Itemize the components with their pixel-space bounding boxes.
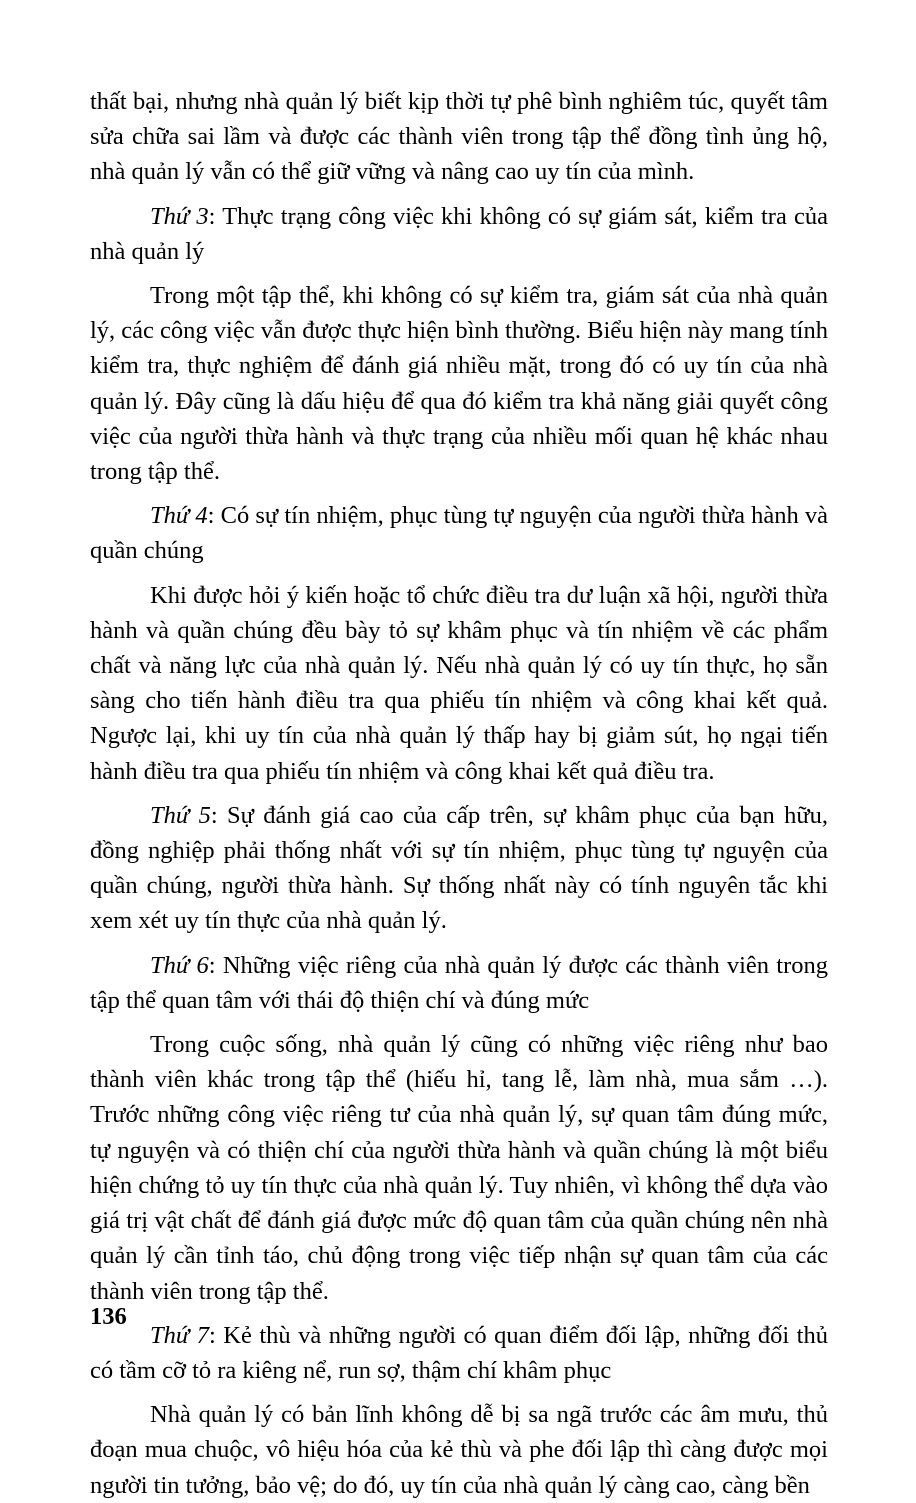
paragraph-7-lead-italic: Thứ 6 bbox=[150, 951, 209, 979]
paragraph-9-lead-italic: Thứ 7 bbox=[150, 1321, 209, 1349]
paragraph-9-text: : Kẻ thù và những người có quan điểm đối lập, những đối thủ có tầm cỡ tỏ ra kiêng nể, run sợ, thậm chí khâm phục bbox=[90, 1321, 828, 1384]
paragraph-7-text: : Những việc riêng của nhà quản lý được các thành viên trong tập thể quan tâm với thái độ thiện chí và đúng mức bbox=[90, 951, 828, 1014]
paragraph-9-heading-thu-7 bbox=[90, 1318, 828, 1388]
paragraph-2-text: : Thực trạng công việc khi không có sự giám sát, kiểm tra của nhà quản lý bbox=[90, 202, 828, 265]
paragraph-4-text: : Có sự tín nhiệm, phục tùng tự nguyện của người thừa hành và quần chúng bbox=[90, 502, 829, 565]
paragraph-2-heading-thu-3 bbox=[90, 199, 828, 269]
paragraph-3-text: Trong một tập thể, khi không có sự kiểm tra, giám sát của nhà quản lý, các công việc vẫn được thực hiện bình thường. Biểu hiện này mang tính kiểm tra, thực nghiệm để đánh giá nhiều mặt, trong đó có uy tín của nhà quản lý. Đây cũng là dấu hiệu để qua đó kiểm tra khả năng giải quyết công việc của người thừa hành và thực trạng của nhiều mối quan hệ khác nhau trong tập thể. bbox=[90, 282, 828, 486]
paragraph-7-heading-thu-6 bbox=[90, 948, 828, 1018]
paragraph-4-heading-thu-4 bbox=[90, 498, 828, 568]
paragraph-6-text: : Sự đánh giá cao của cấp trên, sự khâm phục của bạn hữu, đồng nghiệp phải thống nhất với sự tín nhiệm, phục tùng tự nguyện của quần chúng, người thừa hành. Sự thống nhất này có tính nguyên tắc khi xem xét uy tín thực của nhà quản lý. bbox=[90, 801, 828, 935]
paragraph-5-text: Khi được hỏi ý kiến hoặc tổ chức điều tra dư luận xã hội, người thừa hành và quần chúng đều bày tỏ sự khâm phục và tín nhiệm về các phẩm chất và năng lực của nhà quản lý. Nếu nhà quản lý có uy tín thực, họ sẵn sàng cho tiến hành điều tra qua phiếu tín nhiệm và công khai kết quả. Ngược lại, khi uy tín của nhà quản lý thấp hay bị giảm sút, họ ngại tiến hành điều tra qua phiếu tín nhiệm và công khai kết quả điều tra. bbox=[90, 581, 828, 785]
paragraph-1 bbox=[90, 84, 828, 190]
paragraph-1-text: thất bại, nhưng nhà quản lý biết kịp thời tự phê bình nghiêm túc, quyết tâm sửa chữa sai lầm và được các thành viên trong tập thể đồng tình ủng hộ, nhà quản lý vẫn có thể giữ vững và nâng cao uy tín của mình. bbox=[90, 88, 828, 186]
paragraph-5 bbox=[90, 578, 828, 789]
paragraph-3 bbox=[90, 278, 828, 489]
paragraph-8 bbox=[90, 1027, 828, 1309]
body-text-block bbox=[90, 84, 828, 1503]
paragraph-8-text: Trong cuộc sống, nhà quản lý cũng có những việc riêng như bao thành viên khác trong tập thể (hiếu hỉ, tang lễ, làm nhà, mua sắm …). Trước những công việc riêng tư của nhà quản lý, sự quan tâm đúng mức, tự nguyện và có thiện chí của người thừa hành và quần chúng là một biểu hiện chứng tỏ uy tín thực của nhà quản lý. Tuy nhiên, vì không thể dựa vào giá trị vật chất để đánh giá được mức độ quan tâm của quần chúng nên nhà quản lý cần tỉnh táo, chủ động trong việc tiếp nhận sự quan tâm của các thành viên trong tập thể. bbox=[90, 1031, 828, 1305]
paragraph-10-text: Nhà quản lý có bản lĩnh không dễ bị sa ngã trước các âm mưu, thủ đoạn mua chuộc, vô hiệu hóa của kẻ thù và phe đối lập thì càng được mọi người tin tưởng, bảo vệ; do đó, uy tín của nhà quản lý càng cao, càng bền bbox=[90, 1401, 828, 1499]
paragraph-4-lead-italic: Thứ 4 bbox=[150, 502, 208, 530]
page-number: 136 bbox=[90, 1303, 127, 1330]
paragraph-2-lead-italic: Thứ 3 bbox=[150, 202, 209, 230]
paragraph-6-heading-thu-5 bbox=[90, 798, 828, 939]
paragraph-10 bbox=[90, 1397, 828, 1503]
paragraph-6-lead-italic: Thứ 5 bbox=[150, 801, 211, 829]
